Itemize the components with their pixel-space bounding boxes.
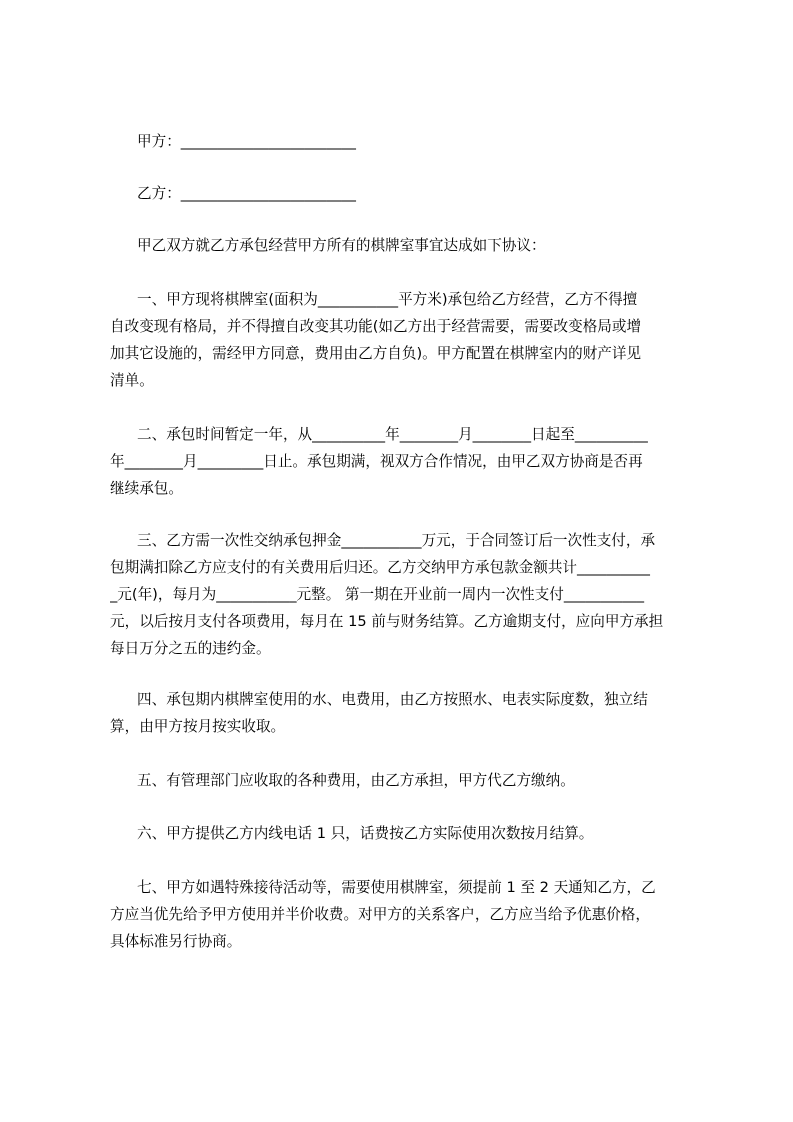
clause-line: 继续承包。: [110, 480, 183, 497]
clause-line: 算，由甲方按月按实收取。: [110, 718, 286, 735]
clause-line: 方应当优先给予甲方使用并半价收费。对甲方的关系客户，乙方应当给予优惠价格，: [110, 906, 650, 923]
clause-line: 元，以后按月支付各项费用，每月在 15 前与财务结算。乙方逾期支付，应向甲方承担: [110, 613, 664, 630]
clause-line: 清单。: [110, 372, 154, 389]
clause-line: 六、甲方提供乙方内线电话 1 只，话费按乙方实际使用次数按月结算。: [137, 825, 594, 842]
clause-line: 具体标准另行协商。: [110, 933, 242, 950]
party-b-line: 乙方：________________________: [137, 185, 356, 202]
clause-line: 三、乙方需一次性交纳承包押金___________万元，于合同签订后一次性支付，承: [137, 532, 656, 549]
clause-line: 五、有管理部门应收取的各种费用，由乙方承担，甲方代乙方缴纳。: [137, 772, 575, 789]
clause-1: [110, 286, 705, 394]
clause-line: 每日万分之五的违约金。: [110, 640, 271, 657]
clause-7: [110, 874, 705, 955]
clause-line: 七、甲方如遇特殊接待活动等，需要使用棋牌室，须提前 1 至 2 天通知乙方，乙: [137, 879, 656, 896]
clause-line: _元(年)，每月为___________元整。 第一期在开业前一周内一次性支付___________: [110, 586, 645, 603]
clause-line: 包期满扣除乙方应支付的有关费用后归还。乙方交纳甲方承包款金额共计__________: [110, 559, 650, 576]
clause-5: [110, 767, 705, 794]
agreement-intro: 甲乙双方就乙方承包经营甲方所有的棋牌室事宜达成如下协议：: [137, 237, 546, 254]
clause-6: [110, 820, 705, 847]
clause-line: 二、承包时间暂定一年，从__________年________月________日起至__________: [137, 426, 648, 443]
clause-4: [110, 686, 705, 740]
clause-line: 四、承包期内棋牌室使用的水、电费用，由乙方按照水、电表实际度数，独立结: [137, 691, 648, 708]
clause-line: 加其它设施的，需经甲方同意，费用由乙方自负)。甲方配置在棋牌室内的财产详见: [110, 345, 642, 362]
party-a-line: 甲方：________________________: [137, 133, 356, 150]
clause-line: 年________月_________日止。承包期满，视双方合作情况，由甲乙双方协商是否再: [110, 453, 643, 470]
clause-2: [110, 421, 705, 502]
clause-3: [110, 527, 705, 662]
clause-line: 自改变现有格局，并不得擅自改变其功能(如乙方出于经营需要，需要改变格局或增: [110, 318, 642, 335]
clause-line: 一、甲方现将棋牌室(面积为___________平方米)承包给乙方经营，乙方不得擅: [137, 291, 638, 308]
